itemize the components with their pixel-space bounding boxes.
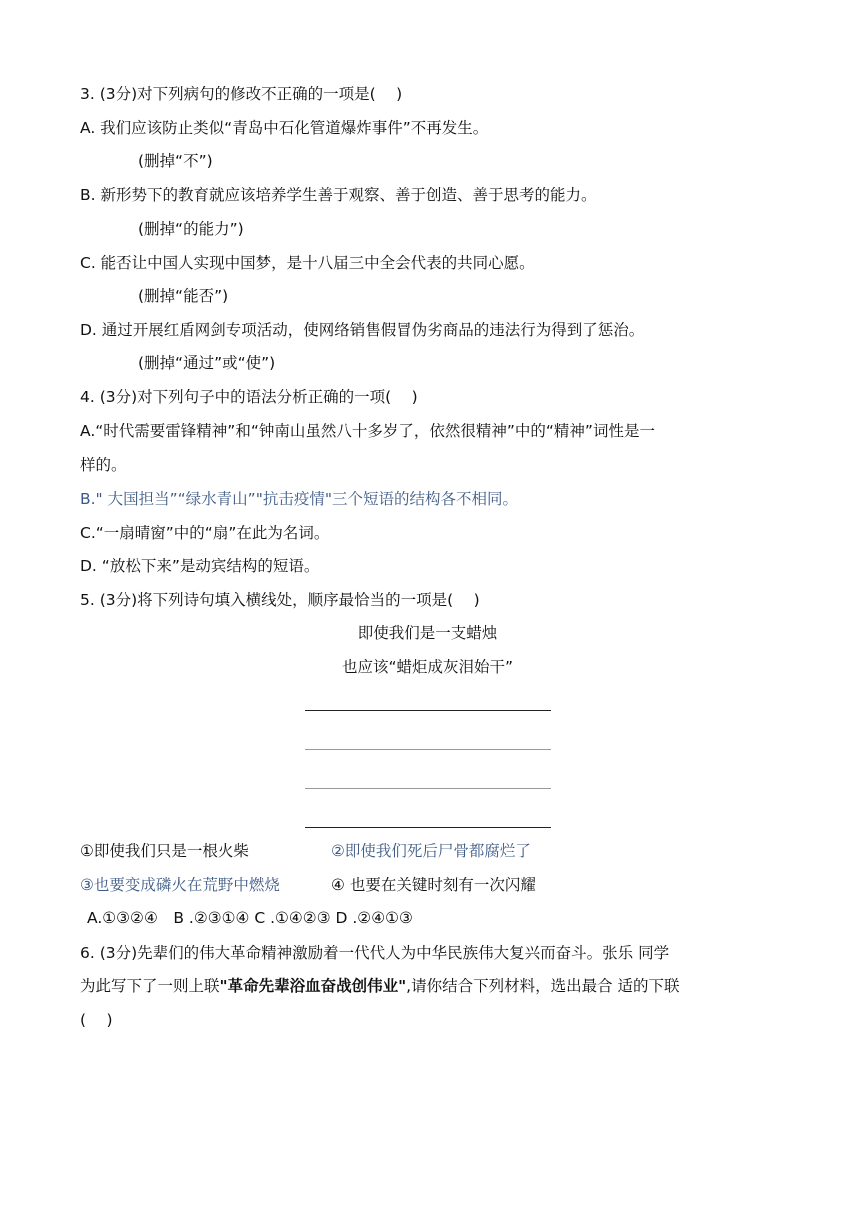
q5-item-3: ③也要变成磷火在荒野中燃烧 — [80, 876, 280, 894]
q5-item-4: ④ 也要在关键时刻有一次闪耀 — [331, 876, 536, 894]
q6-couplet-upper: "革命先辈浴血奋战创伟业" — [219, 977, 407, 995]
q3-option-c: C. 能否让中国人实现中国梦，是十八届三中全会代表的共同心愿。 — [80, 254, 535, 272]
q3-option-a: A. 我们应该防止类似“青岛中石化管道爆炸事件”不再发生。 — [80, 119, 489, 137]
q3-option-b-fix: (删掉“的能力”) — [138, 220, 244, 238]
q5-item-1: ①即使我们只是一根火柴 — [80, 842, 249, 860]
q5-stem: 5. (3分)将下列诗句填入横线处，顺序最恰当的一项是( ) — [80, 591, 480, 609]
q5-poem-line1: 即使我们是一支蜡烛 — [357, 624, 498, 642]
q6-stem-line2 — [80, 976, 680, 996]
q5-blank-2 — [305, 749, 551, 750]
q4-option-a-line2: 样的。 — [80, 456, 127, 474]
q6-stem-line2-pre: 为此写下了一则上联 — [80, 977, 220, 995]
q5-blank-1 — [305, 710, 551, 711]
q6-stem-line2-post: ,请你结合下列材料，选出最合 适的下联 — [406, 977, 680, 995]
q5-poem-line2: 也应该“蜡炬成灰泪始干” — [341, 658, 514, 676]
q3-option-c-fix: (删掉“能否”) — [138, 287, 229, 305]
q5-item-2: ②即使我们死后尸骨都腐烂了 — [331, 842, 531, 860]
q4-option-a-line1: A.“时代需要雷锋精神”和“钟南山虽然八十多岁了，依然很精神”中的“精神”词性是一 — [80, 422, 655, 440]
q3-stem: 3. (3分)对下列病句的修改不正确的一项是( ) — [80, 85, 403, 103]
q5-options: A.①③②④ B .②③①④ C .①④②③ D .②④①③ — [87, 909, 413, 927]
q3-option-b: B. 新形势下的教育就应该培养学生善于观察、善于创造、善于思考的能力。 — [80, 186, 597, 204]
q5-blank-3 — [305, 788, 551, 789]
q6-answer-paren: ( ) — [80, 1011, 113, 1029]
q4-option-c: C.“一扇晴窗”中的“扇”在此为名词。 — [80, 524, 330, 542]
q3-option-a-fix: (删掉“不”) — [138, 152, 213, 170]
q4-option-d: D. “放松下来”是动宾结构的短语。 — [80, 557, 320, 575]
q3-option-d-fix: (删掉“通过”或“使”) — [138, 354, 276, 372]
q4-option-b: B." 大国担当”“绿水青山”"抗击疫情"三个短语的结构各不相同。 — [80, 490, 518, 508]
q3-option-d: D. 通过开展红盾网剑专项活动，使网络销售假冒伪劣商品的违法行为得到了惩治。 — [80, 321, 645, 339]
q5-blank-4 — [305, 827, 551, 828]
q6-stem-line1: 6. (3分)先辈们的伟大革命精神激励着一代代人为中华民族伟大复兴而奋斗。张乐 同学 — [80, 944, 670, 962]
q4-stem: 4. (3分)对下列句子中的语法分析正确的一项( ) — [80, 388, 418, 406]
